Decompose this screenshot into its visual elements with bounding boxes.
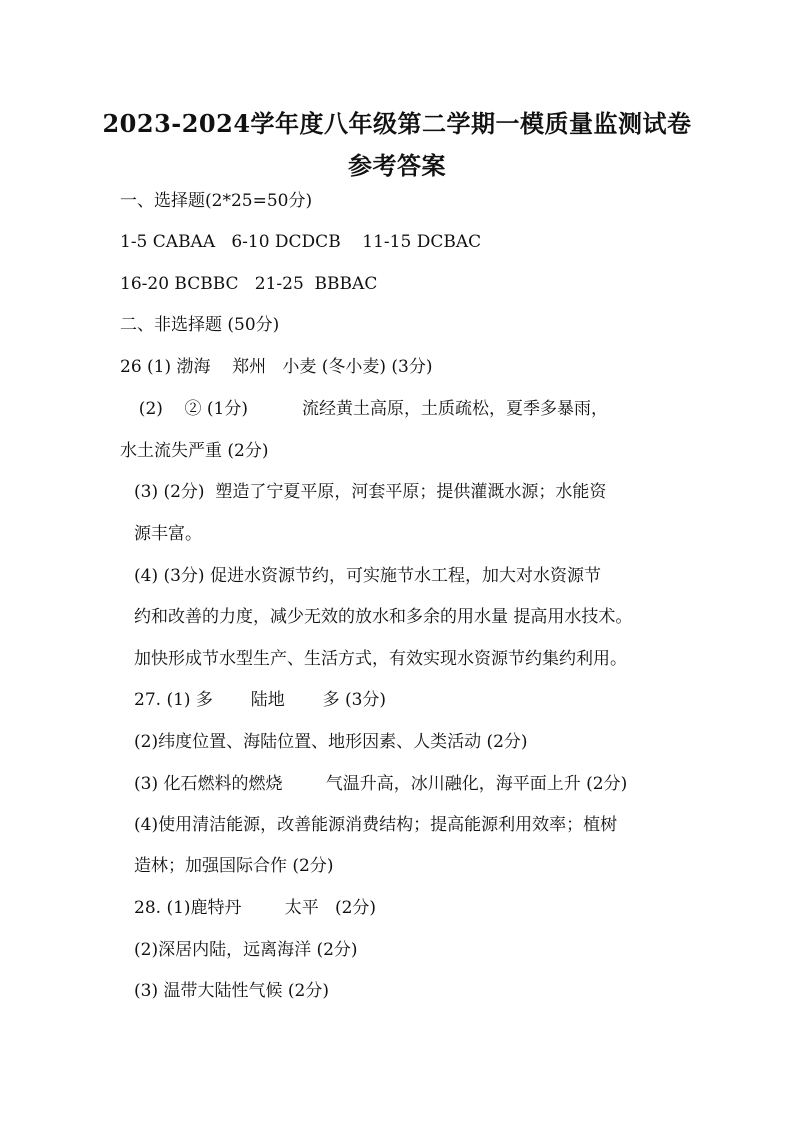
q27-part4-cont: 造林；加强国际合作 (2分) [134, 856, 334, 876]
section-multiple-choice-heading: 一、选择题(2*25=50分) [120, 191, 313, 211]
section-non-choice-heading: 二、非选择题 (50分) [120, 315, 280, 335]
document-title: 2023-2024学年度八年级第二学期一模质量监测试卷 [102, 109, 692, 138]
q26-part4-cont2: 加快形成节水型生产、生活方式，有效实现水资源节约集约利用。 [134, 649, 627, 669]
q27-part1: 27. (1) 多 陆地 多 (3分) [134, 690, 387, 710]
q28-part2: (2)深居内陆，远离海洋 (2分) [134, 940, 358, 960]
q26-part1: 26 (1) 渤海 郑州 小麦 (冬小麦) (3分) [120, 357, 433, 377]
q27-part2: (2)纬度位置、海陆位置、地形因素、人类活动 (2分) [134, 732, 528, 752]
choice-answers-16-25: 16-20 BCBBC 21-25 BBBAC [120, 274, 378, 294]
q27-part3: (3) 化石燃料的燃烧 气温升高，冰川融化，海平面上升 (2分) [134, 774, 628, 794]
q26-part4-cont1: 约和改善的力度，减少无效的放水和多余的用水量 提高用水技术。 [134, 607, 633, 627]
q26-part4: (4) (3分) 促进水资源节约，可实施节水工程，加大对水资源节 [134, 566, 601, 586]
q26-part2-cont: 水土流失严重 (2分) [120, 441, 269, 461]
q26-part3-cont: 源丰富。 [134, 524, 202, 544]
q26-part3: (3) (2分) 塑造了宁夏平原，河套平原；提供灌溉水源；水能资 [134, 482, 607, 502]
q28-part3: (3) 温带大陆性气候 (2分) [134, 981, 329, 1001]
document-subtitle: 参考答案 [348, 151, 446, 180]
q26-part2: (2) ② (1分) 流经黄土高原，土质疏松，夏季多暴雨， [128, 399, 609, 419]
q27-part4: (4)使用清洁能源，改善能源消费结构；提高能源利用效率；植树 [134, 815, 618, 835]
choice-answers-1-15: 1-5 CABAA 6-10 DCDCB 11-15 DCBAC [120, 232, 482, 252]
q28-part1: 28. (1)鹿特丹 太平 (2分) [134, 898, 377, 918]
